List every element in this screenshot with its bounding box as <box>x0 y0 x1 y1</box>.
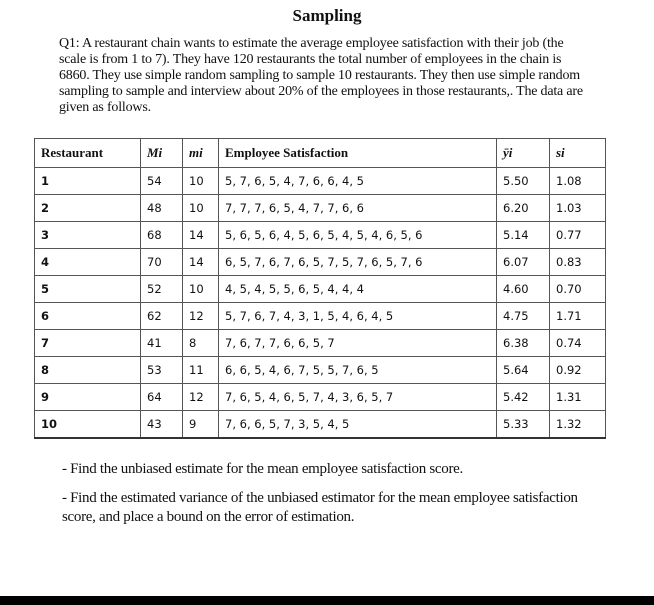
mi-cell: 10 <box>183 168 219 195</box>
restaurant-cell: 6 <box>35 303 141 330</box>
si-cell: 0.83 <box>550 249 606 276</box>
bottom-bar <box>0 596 654 605</box>
question-body: A restaurant chain wants to estimate the average employee satisfaction with their job (the scale is from 1 to 7). They have 120 restaurants the total number of employees in the chain is 6860. They use simple random sampling to sample 10 restaurants. They then use simple random sampling to sample and interview about 20% of the employees in those restaurants,. The data are given as follows. <box>59 36 583 115</box>
ybar-cell: 4.60 <box>497 276 550 303</box>
table-row <box>35 330 606 357</box>
satisfaction-cell: 5, 7, 6, 5, 4, 7, 6, 6, 4, 5 <box>219 168 497 195</box>
ybar-cell: 6.20 <box>497 195 550 222</box>
restaurant-cell: 8 <box>35 357 141 384</box>
Mi-cell: 52 <box>141 276 183 303</box>
restaurant-cell: 2 <box>35 195 141 222</box>
mi-cell: 12 <box>183 384 219 411</box>
satisfaction-cell: 5, 7, 6, 7, 4, 3, 1, 5, 4, 6, 4, 5 <box>219 303 497 330</box>
mi-cell: 11 <box>183 357 219 384</box>
table-row <box>35 249 606 276</box>
task-list <box>62 460 602 537</box>
restaurant-cell: 9 <box>35 384 141 411</box>
header-employee-satisfaction: Employee Satisfaction <box>219 139 497 168</box>
table-row <box>35 276 606 303</box>
mi-cell: 9 <box>183 411 219 439</box>
restaurant-cell: 7 <box>35 330 141 357</box>
question-text <box>59 36 589 116</box>
si-cell: 1.03 <box>550 195 606 222</box>
page-title: Sampling <box>292 6 362 25</box>
restaurant-cell: 3 <box>35 222 141 249</box>
satisfaction-cell: 5, 6, 5, 6, 4, 5, 6, 5, 4, 5, 4, 6, 5, 6 <box>219 222 497 249</box>
Mi-cell: 70 <box>141 249 183 276</box>
satisfaction-cell: 7, 6, 6, 5, 7, 3, 5, 4, 5 <box>219 411 497 439</box>
ybar-cell: 5.14 <box>497 222 550 249</box>
Mi-cell: 68 <box>141 222 183 249</box>
Mi-cell: 48 <box>141 195 183 222</box>
si-cell: 0.74 <box>550 330 606 357</box>
header-Mi: Mi <box>141 139 183 168</box>
si-cell: 1.08 <box>550 168 606 195</box>
ybar-cell: 5.64 <box>497 357 550 384</box>
Mi-cell: 41 <box>141 330 183 357</box>
data-table <box>34 138 606 439</box>
satisfaction-cell: 7, 6, 7, 7, 6, 6, 5, 7 <box>219 330 497 357</box>
mi-cell: 14 <box>183 222 219 249</box>
si-cell: 1.71 <box>550 303 606 330</box>
ybar-cell: 6.38 <box>497 330 550 357</box>
header-ybar: ȳi <box>497 139 550 168</box>
ybar-cell: 5.42 <box>497 384 550 411</box>
question-label: Q1: <box>59 36 80 51</box>
table-row <box>35 411 606 439</box>
task-item: - Find the estimated variance of the unbiased estimator for the mean employee satisfaction score, and place a bound on the error of estimation. <box>62 490 578 525</box>
Mi-cell: 64 <box>141 384 183 411</box>
Mi-cell: 43 <box>141 411 183 439</box>
Mi-cell: 62 <box>141 303 183 330</box>
restaurant-cell: 5 <box>35 276 141 303</box>
ybar-cell: 6.07 <box>497 249 550 276</box>
si-cell: 0.77 <box>550 222 606 249</box>
mi-cell: 10 <box>183 195 219 222</box>
header-mi: mi <box>183 139 219 168</box>
table-row <box>35 303 606 330</box>
restaurant-cell: 1 <box>35 168 141 195</box>
mi-cell: 14 <box>183 249 219 276</box>
ybar-cell: 5.50 <box>497 168 550 195</box>
table-header-row <box>35 139 606 168</box>
restaurant-cell: 10 <box>35 411 141 439</box>
ybar-cell: 4.75 <box>497 303 550 330</box>
satisfaction-cell: 6, 6, 5, 4, 6, 7, 5, 5, 7, 6, 5 <box>219 357 497 384</box>
header-restaurant: Restaurant <box>35 139 141 168</box>
Mi-cell: 54 <box>141 168 183 195</box>
satisfaction-cell: 7, 6, 5, 4, 6, 5, 7, 4, 3, 6, 5, 7 <box>219 384 497 411</box>
table-row <box>35 168 606 195</box>
table-row <box>35 357 606 384</box>
mi-cell: 8 <box>183 330 219 357</box>
si-cell: 0.92 <box>550 357 606 384</box>
task-item: - Find the unbiased estimate for the mean employee satisfaction score. <box>62 461 463 477</box>
table-row <box>35 222 606 249</box>
si-cell: 1.32 <box>550 411 606 439</box>
satisfaction-cell: 6, 5, 7, 6, 7, 6, 5, 7, 5, 7, 6, 5, 7, 6 <box>219 249 497 276</box>
header-si: si <box>550 139 606 168</box>
table-row <box>35 195 606 222</box>
mi-cell: 12 <box>183 303 219 330</box>
table-row <box>35 384 606 411</box>
si-cell: 1.31 <box>550 384 606 411</box>
satisfaction-cell: 4, 5, 4, 5, 5, 6, 5, 4, 4, 4 <box>219 276 497 303</box>
si-cell: 0.70 <box>550 276 606 303</box>
ybar-cell: 5.33 <box>497 411 550 439</box>
mi-cell: 10 <box>183 276 219 303</box>
satisfaction-cell: 7, 7, 7, 6, 5, 4, 7, 7, 6, 6 <box>219 195 497 222</box>
restaurant-cell: 4 <box>35 249 141 276</box>
Mi-cell: 53 <box>141 357 183 384</box>
